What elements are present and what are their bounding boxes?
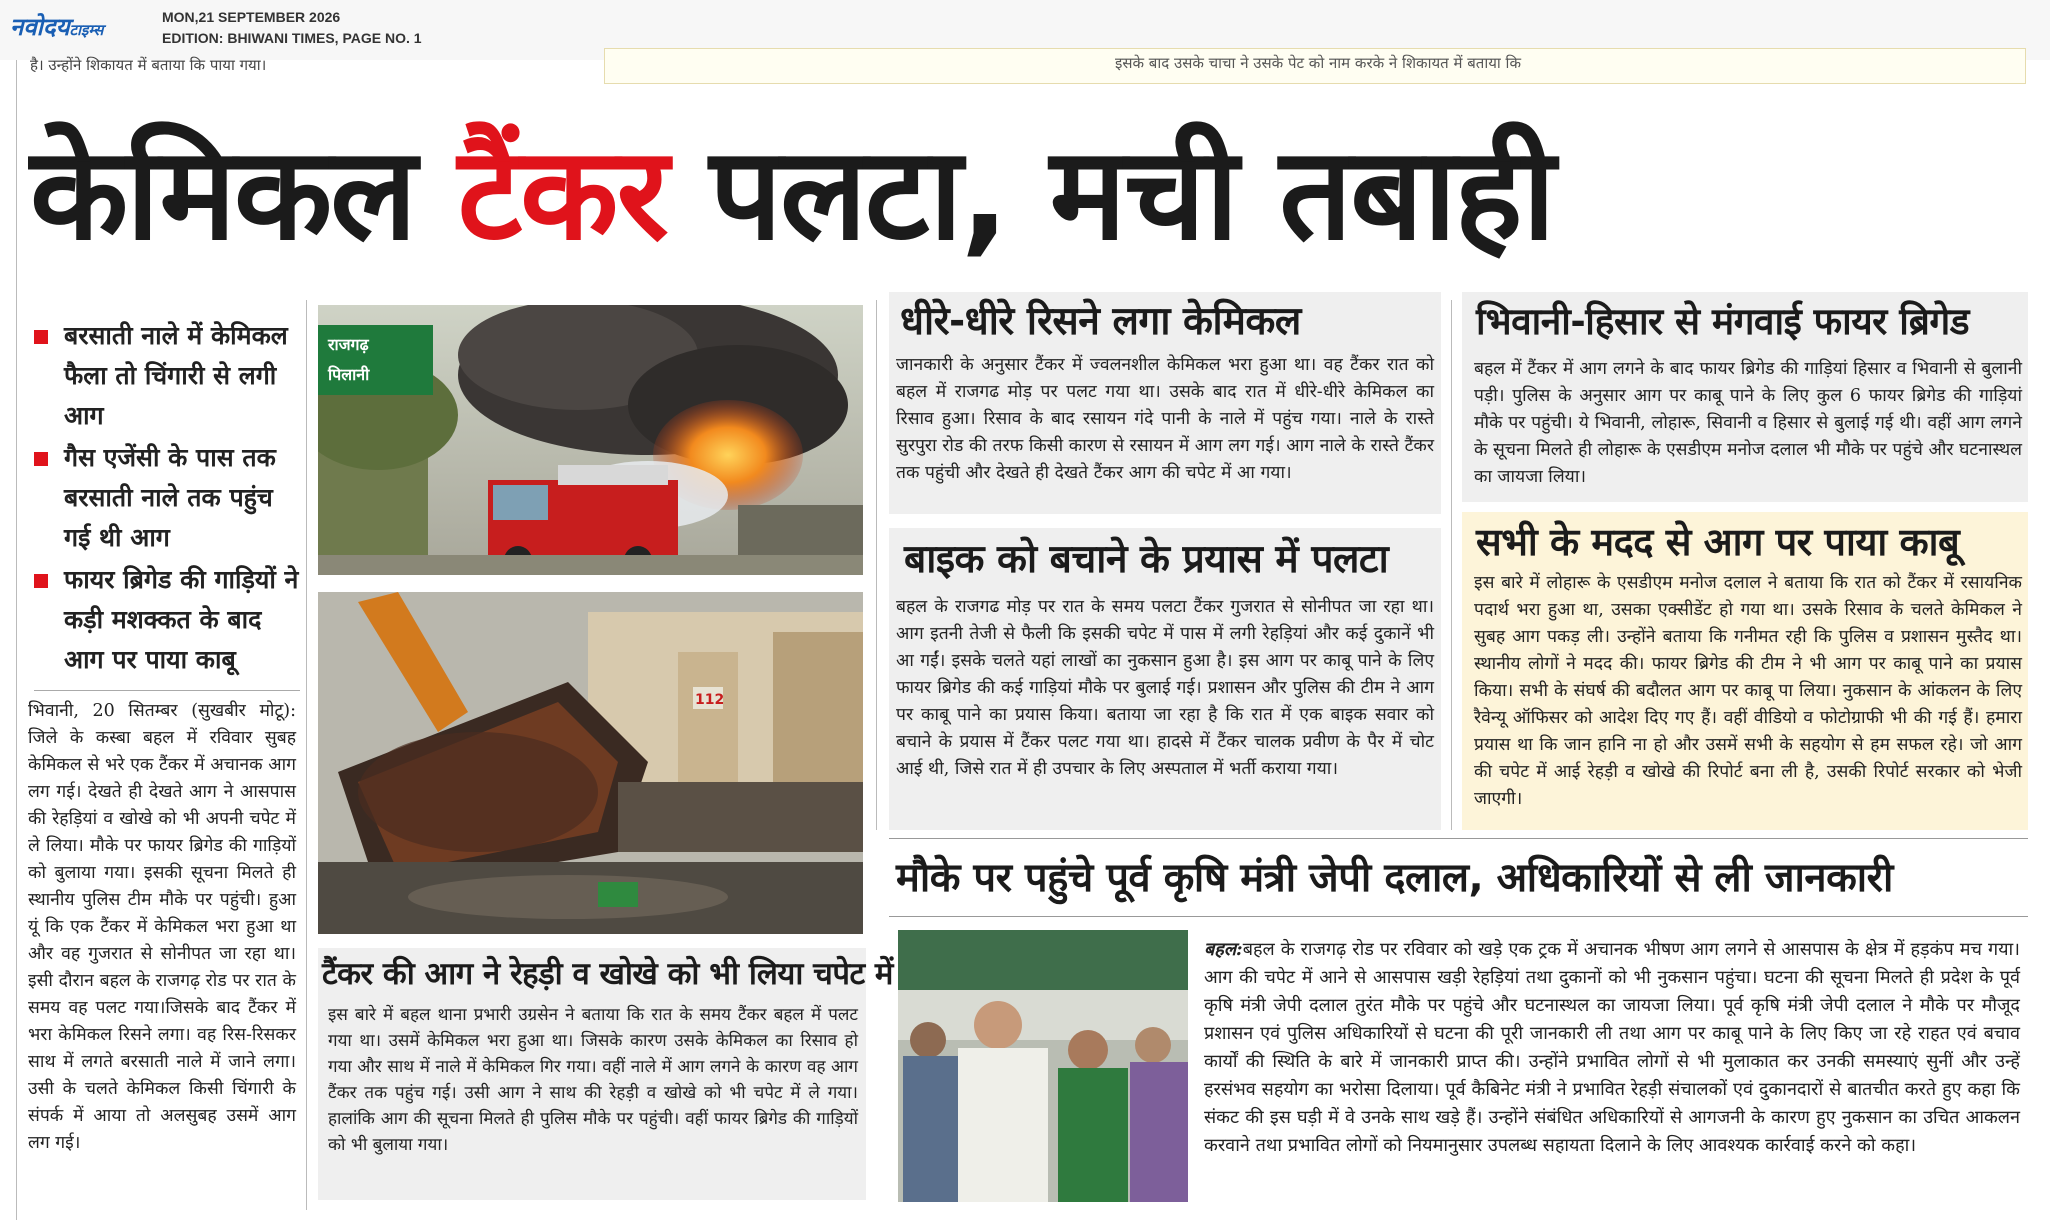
- story-heading-tanker-fire: टैंकर की आग ने रेहड़ी व खोखे को भी लिया चपेट में: [322, 956, 893, 992]
- sign-text-1: राजगढ़: [328, 335, 369, 354]
- story-text-minister: [1204, 936, 2020, 1160]
- story-body-minister: बहल के राजगढ़ रोड पर रविवार को खड़े एक ट्रक में अचानक भीषण आग लगने से आसपास के क्षेत्र में हड़कंप मच गया। आग की चपेट में आने से आसपास खड़ी रेहड़ियां तथा दुकानों को भी नुकसान पहुंचा। घटना की सूचना मिलते ही प्रदेश के पूर्व कृषि मंत्री जेपी दलाल तुरंत मौके पर पहुंचे और घटनास्थल का जायजा लिया। पूर्व कृषि मंत्री जेपी दलाल ने मौके पर मौजूद प्रशासन एवं पुलिस अधिकारियों से घटना की पूरी जानकारी ली तथा आग पर काबू पाने के लिए किए जा रहे राहत एवं बचाव कार्यों की स्थिति के बारे में जानकारी प्राप्त की। उन्होंने प्रभावित लोगों से भी मुलाकात कर उनकी समस्याएं सुनीं और उन्हें हरसंभव सहयोग का भरोसा दिलाया। पूर्व कैबिनेट मंत्री ने प्रभावित रेहड़ी संचालकों एवं दुकानदारों से बातचीत करते हुए कहा कि संकट की इस घड़ी में वे उनके साथ खड़े हैं। उन्होंने संबंधित अधिकारियों से आगजनी के कारण हुए नुकसान का उचित आकलन करवाने तथा प्रभावित लोगों को नियमानुसार उपलब्ध सहायता दिलाने के लिए आवश्यक कार्रवाई करने को कहा।: [1204, 939, 2020, 1156]
- highlights-divider: [34, 690, 300, 691]
- column-rule-1: [306, 300, 307, 1210]
- column-rule-3: [1451, 300, 1452, 830]
- bullet-square-icon: [34, 452, 48, 466]
- previous-story-fragment-left: है। उन्होंने शिकायत में बताया कि पाया गया।: [30, 56, 267, 74]
- minister-top-rule: [889, 838, 2028, 839]
- story-text-slow-leak: जानकारी के अनुसार टैंकर में ज्वलनशील केमिकल भरा हुआ था। वह टैंकर रात को बहल में राजगढ मोड़ पर पलट गया था। उसके बाद रात में धीरे-धीरे केमिकल का रिसाव हुआ। रिसाव के बाद रसायन गंदे पानी के नाले में पहुंच गया। नाले के रास्ते सुरपुरा रोड की तरफ किसी कारण से रसायन में आग लग गई। आग नाले के रास्ते टैंकर तक पहुंची और देखते ही देखते टैंकर आग की चपेट में आ गया।: [896, 355, 1434, 483]
- story-lead-minister: बहल:: [1204, 939, 1243, 960]
- previous-story-fragment-right: इसके बाद उसके चाचा ने उसके पेट को नाम करके ने शिकायत में बताया कि: [1115, 54, 1521, 72]
- logo-main: नवोदय: [10, 13, 70, 41]
- headline-part-3: पलटा, मची तबाही: [666, 120, 1554, 269]
- story-heading-slow-leak: धीरे-धीरे रिसने लगा केमिकल: [900, 299, 1301, 344]
- story-heading-bike: बाइक को बचाने के प्रयास में पलटा: [904, 537, 1389, 582]
- minister-crowd-illustration: [898, 930, 1188, 1202]
- left-margin-rule: [16, 60, 17, 1220]
- sign-112: 112: [695, 692, 725, 708]
- issue-date: MON,21 SEPTEMBER 2026: [162, 9, 341, 25]
- story-text-bike: बहल के राजगढ मोड़ पर रात के समय पलटा टैंकर गुजरात से सोनीपत जा रहा था। आग इतनी तेजी से फैली कि इसकी चपेट में पास में लगी रेहड़ियां और कई दुकानें भी आ गईं। इसके चलते यहां लाखों का नुकसान हुआ है। इस आग पर काबू पाने के लिए फायर ब्रिगेड की कई गाड़ियां मौके पर बुलाई गई। प्रशासन और पुलिस की टीम ने आग पर काबू पाने का प्रयास किया। बताया जा रहा है कि रात में एक बाइक सवार को बचाने के प्रयास में टैंकर पलट गया था। हादसे में टैंकर चालक प्रवीण के पैर में चोट आई थी, जिसे रात में ही उपचार के लिए अस्पताल में भर्ती कराया गया।: [896, 597, 1434, 779]
- story-heading-minister: मौके पर पहुंचे पूर्व कृषि मंत्री जेपी दलाल, अधिकारियों से ली जानकारी: [896, 855, 1893, 901]
- newspaper-logo[interactable]: [10, 10, 103, 43]
- burnt-tanker-photo[interactable]: [318, 592, 863, 934]
- fire-scene-illustration: [318, 305, 863, 575]
- story-heading-fire-brigade: भिवानी-हिसार से मंगवाई फायर ब्रिगेड: [1476, 300, 1970, 343]
- story-heading-control: सभी के मदद से आग पर पाया काबू: [1476, 520, 1960, 564]
- highlight-item: गैस एजेंसी के पास तक बरसाती नाले तक पहुंच गई थी आग: [34, 438, 300, 558]
- bullet-square-icon: [34, 574, 48, 588]
- story-text-control: इस बारे में लोहारू के एसडीएम मनोज दलाल ने बताया कि रात को टैंकर में रसायनिक पदार्थ भरा हुआ था, उसका एक्सीडेंट हो गया था। उसके रिसाव के चलते केमिकल ने सुबह आग पकड़ ली। उन्होंने बताया कि गनीमत रही कि पुलिस व प्रशासन मुस्तैद था। स्थानीय लोगों ने मदद की। फायर ब्रिगेड की टीम ने भी आग पर काबू पाने का प्रयास किया। सभी के संघर्ष की बदौलत आग पर काबू पा लिया। नुकसान के आंकलन के लिए रैवेन्यू ऑफिसर को आदेश दिए गए हैं। वहीं वीडियो व फोटोग्राफी भी की गई हैं। हमारा प्रयास था कि जान हानि ना हो और उसमें सभी के सहयोग से हम सफल रहे। जो आग की चपेट में आई रेहड़ी व खोखे की रिपोर्ट बना ली है, उसकी रिपोर्ट सरकार को भेजी जाएगी।: [1474, 573, 2022, 809]
- column-rule-2: [876, 300, 877, 830]
- main-story-text: भिवानी, 20 सितम्बर (सुखबीर मोटू): जिले के कस्बा बहल में रविवार सुबह केमिकल से भरे एक टैंकर में अचानक आग लग गई। देखते ही देखते आग ने आसपास की रेहड़ियां व खोखे को भी अपनी चपेट में ले लिया। मौके पर फायर ब्रिगेड की गाड़ियों को बुलाया गया। इसकी सूचना मिलते ही स्थानीय पुलिस टीम मौके पर पहुंची। हुआ यूं कि एक टैंकर में केमिकल भरा हुआ था और वह गुजरात से सोनीपत जा रहा था। इसी दौरान बहल के राजगढ़ रोड पर रात के समय वह पलट गया।जिसके बाद टैंकर में भरा केमिकल रिसने लगा। वह रिस-रिसकर साथ में लगते बरसाती नाले में जाने लगा। उसी के चलते केमिकल किसी चिंगारी के संपर्क में आया तो अलसुबह उसमें आग लग गई।: [28, 701, 296, 1153]
- burnt-tanker-illustration: [318, 592, 863, 934]
- fire-photo[interactable]: [318, 305, 863, 575]
- story-text-tanker-fire: इस बारे में बहल थाना प्रभारी उग्रसेन ने बताया कि रात के समय टैंकर बहल में पलट गया था। उसमें केमिकल भरा हुआ था। जिसके कारण उसके केमिकल का रिसाव हो गया और साथ में नाले में केमिकल गिर गया। वहीं नाले में आग लगने के कारण वह आग टैंकर तक पहुंच गई। उसी आग ने साथ की रेहड़ी व खोखे को भी चपेट में ले गया। हालांकि आग की सूचना मिलते ही पुलिस मौके पर पहुंची। वहीं फायर ब्रिगेड की गाड़ियों को भी बुलाया गया।: [328, 1005, 858, 1155]
- highlight-item: बरसाती नाले में केमिकल फैला तो चिंगारी से लगी आग: [34, 316, 300, 436]
- minister-bottom-rule: [889, 916, 2028, 917]
- bullet-square-icon: [34, 330, 48, 344]
- logo-sub: टाइम्स: [69, 21, 104, 39]
- minister-photo[interactable]: [898, 930, 1188, 1202]
- highlight-item: फायर ब्रिगेड की गाड़ियों ने कड़ी मशक्कत के बाद आग पर पाया काबू: [34, 560, 300, 680]
- headline-part-2-red: टैंकर: [457, 120, 667, 269]
- story-text-fire-brigade: बहल में टैंकर में आग लगने के बाद फायर ब्रिगेड की गाड़ियां हिसार व भिवानी से बुलानी पड़ी। पुलिस के अनुसार आग पर काबू पाने के लिए कुल 6 फायर ब्रिगेड की गाड़ियां मौके पर पहुंची। ये भिवानी, लोहारू, सिवानी व हिसार से बुलाई गई थी। वहीं आग लगने के सूचना मिलते ही लोहारू के एसडीएम मनोज दलाल भी मौके पर पहुंचे और घटनास्थल का जायजा लिया।: [1474, 359, 2022, 487]
- highlights-list: [34, 316, 300, 680]
- edition-label: EDITION: BHIWANI TIMES, PAGE NO. 1: [162, 30, 422, 46]
- main-headline: [30, 110, 2030, 280]
- sign-text-2: पिलानी: [328, 365, 370, 384]
- previous-story-box: [604, 48, 2026, 84]
- headline-part-1: केमिकल: [30, 120, 458, 269]
